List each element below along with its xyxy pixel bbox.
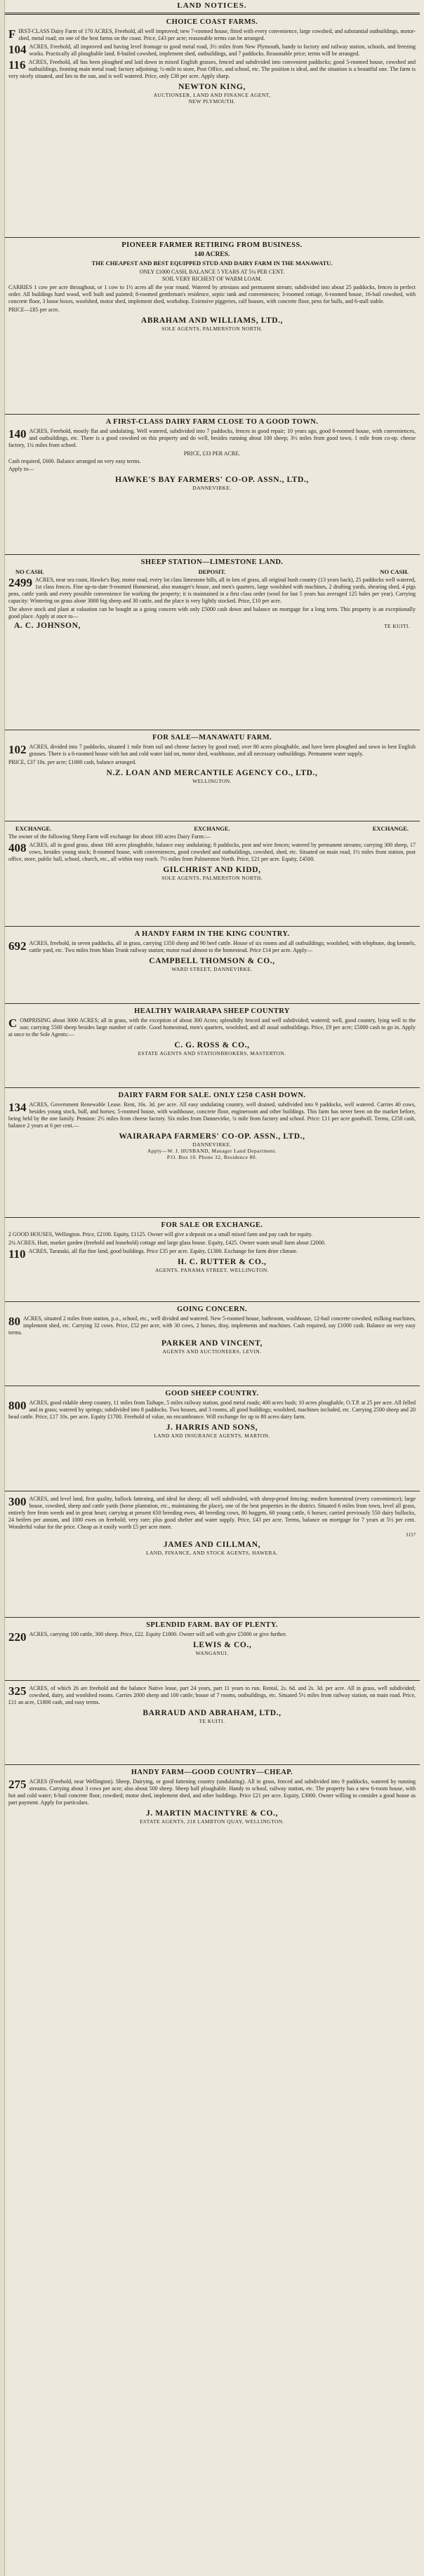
agent-description: AGENTS AND AUCTIONEERS, LEVIN. bbox=[162, 1348, 262, 1355]
ad-headline: THE CHEAPEST AND BEST EQUIPPED STUD AND DAIRY FARM IN THE MANAWATU. bbox=[91, 260, 333, 267]
listing-text: ACRES, Taranaki, all flat fine land, good buildings. Price £35 per acre. Equity, £1300. Exchange for farm drier climate. bbox=[28, 1248, 298, 1254]
ad-reference-number: 3157 bbox=[406, 1532, 416, 1538]
listing-300-acres bbox=[8, 1496, 416, 1531]
listing-3000-acres bbox=[8, 1017, 416, 1038]
listing-body: CARRIES 1 cow per acre throughout, or 1 cow to 1½ acres all the year round. Watered by artesians and permanent stream; subdivided into about 25 paddocks, fences in perfect order. All buildings hard wood, well built and painted; 8-roomed gentleman's residence, septic tank and conveniences; 3-roomed cottage, 6-roomed house, 16-bail cowshed, with concrete floor, 3 loose boxes, woolshed, motor shed, implement shed, workshop. Extensive piggeries, calf houses, with concrete floor, pens for bulls, and 6-stall stable. bbox=[8, 284, 416, 304]
listing-lead: 300 bbox=[8, 1495, 27, 1508]
banner-middle: EXCHANGE. bbox=[194, 825, 230, 832]
listing-140-acres bbox=[8, 428, 416, 449]
listing-102-acres bbox=[8, 744, 416, 758]
ad-bay-of-plenty bbox=[4, 1618, 420, 1681]
listing-text: ACRES, all in good grass, about 160 acres ploughable, balance easy undulating; 8 paddocks, post and wire fences; watered by permanent streams; carrying 300 sheep, 17 cows, besides young stock; 8-roomed house, with conveniences, good cowshed and outbuildings, cowshed, shed, etc. Situated on main road, 1½ miles from station, post office, store, public hall, school, church, etc., all within easy reach. 7½ miles from Palmerston North. Price, £21 per acre. Equity, £4500. bbox=[8, 842, 416, 862]
agent-name: GILCHRIST AND KIDD, bbox=[163, 866, 261, 874]
ad-heading: GOOD SHEEP COUNTRY. bbox=[165, 1390, 259, 1397]
ad-manawatu-farm bbox=[4, 730, 420, 821]
ad-going-concern bbox=[4, 1302, 420, 1386]
listing-lead: 800 bbox=[8, 1399, 27, 1412]
listing-80-acres bbox=[8, 1315, 416, 1336]
agent-name: NEWTON KING, bbox=[178, 83, 246, 91]
listing-text: ACRES, Freehold, mostly flat and undulating. Well watered, subdivided into 7 paddocks, fences in good repair; 10 years ago, good 6-roomed house, with conveniences, and outbuildings, etc. There is a good cowshed on this property and do well, besides running about 100 sheep; 3½ miles from good town, 1 mile from co-op. cheese factory, 1¼ miles from school. bbox=[8, 428, 416, 448]
ad-acreage: 140 ACRES. bbox=[194, 251, 230, 258]
ad-heading: HANDY FARM—GOOD COUNTRY—CHEAP. bbox=[131, 1769, 293, 1776]
ad-heading: DAIRY FARM FOR SALE. ONLY £250 CASH DOWN. bbox=[118, 1092, 306, 1099]
listing-text: OMPRISING about 3000 ACRES; all in grass, with the exception of about 300 Acres; splendidly fenced and well subdivided; watered; well, good country, lying well to the sun; carrying 5500 sheep besides large number of cattle. Good homestead, men's quarters, woolshed, and all usual outbuildings. Price, £9 per acre; £5000 cash to go in. Apply at once to the Sole Agents:— bbox=[8, 1017, 416, 1038]
banner-right: EXCHANGE. bbox=[372, 825, 409, 832]
ad-heading: A HANDY FARM IN THE KING COUNTRY. bbox=[134, 930, 290, 938]
agent-name: J. HARRIS AND SONS, bbox=[166, 1423, 258, 1432]
listing-lead: 692 bbox=[8, 939, 27, 953]
ad-dairy-farm-close-to-town bbox=[4, 415, 420, 555]
column-heading: LAND NOTICES. bbox=[4, 0, 420, 15]
agent-description: LAND AND INSURANCE AGENTS, MARTON. bbox=[154, 1433, 270, 1439]
listing-134-acres bbox=[8, 1101, 416, 1129]
ad-dairy-farm-250-cash bbox=[4, 1088, 420, 1218]
listing-408-acres bbox=[8, 842, 416, 863]
agent-town: TE KUITI. bbox=[199, 1718, 225, 1724]
agent-name: BARRAUD AND ABRAHAM, LTD., bbox=[143, 1709, 281, 1717]
listing-text: ACRES, near sea coast, Hawke's Bay, motor road, every lot class limestone hills, all in lots of grass, all original bush country (13 years back), 25 paddocks well watered, 1st class fences. Fine up-to-date 9-roomed Homestead, also manager's house, and men's quarters, large woolshed with machines, 2 drafting yards, shearing shed, 4 pigs pens, cattle yards and every possible convenience for working the property; it is maintained in a first class order (wool for last 5 years has averaged 125 bales per year). Carrying capacity: Wintering on grass alone 3000 big sheep and 30 cattle, and the place is very lightly stocked. Price, £10 per acre. bbox=[8, 577, 416, 604]
agent-description: AUCTIONEER, LAND AND FINANCE AGENT, bbox=[153, 92, 271, 98]
listing-104-acres bbox=[8, 43, 416, 58]
listing-lead: 110 bbox=[8, 1247, 26, 1261]
listing-220-acres bbox=[8, 1630, 416, 1644]
listing-houses: 2 GOOD HOUSES, Wellington. Price, £2100. Equity, £1125. Owner will give a deposit on a small mixed farm and pay cash for equity. bbox=[8, 1231, 313, 1237]
agent-name: N.Z. LOAN AND MERCANTILE AGENCY CO., LTD., bbox=[106, 769, 318, 777]
ad-sale-or-exchange bbox=[4, 1218, 420, 1302]
listing-275-acres bbox=[8, 1778, 416, 1806]
agent-name: H. C. RUTTER & CO., bbox=[178, 1258, 267, 1266]
listing-lead: 408 bbox=[8, 841, 27, 854]
agent-description: LAND, FINANCE, AND STOCK AGENTS, HAWERA. bbox=[146, 1550, 278, 1556]
listing-price: PRICE, £33 PER ACRE. bbox=[183, 450, 241, 457]
apply-note: Apply—W. J. HUSBAND, Manager Land Department. bbox=[147, 1148, 277, 1154]
ad-king-country-farm bbox=[4, 927, 420, 1004]
ad-choice-coast-farms bbox=[4, 15, 420, 238]
agent-town: WANGANUI. bbox=[195, 1650, 229, 1656]
agent-name: CAMPBELL THOMSON & CO., bbox=[149, 957, 275, 965]
listing-116-acres bbox=[8, 59, 416, 80]
agent-town: NEW PLYMOUTH. bbox=[188, 98, 236, 105]
torn-margin bbox=[0, 0, 5, 2576]
ad-wairarapa-sheep-country bbox=[4, 1004, 420, 1088]
listing-text: ACRES, divided into 7 paddocks, situated 1 mile from rail and cheese factory by good road; over 80 acres ploughable, and have been ploughed and sown in best English grasses. There is a 6-roomed house with hot and cold water laid on, motor shed, washhouse, and all necessary outbuildings. Permanent water supply. bbox=[29, 744, 416, 757]
apply-note: Apply to— bbox=[8, 466, 34, 472]
listing-intro: The owner of the following Sheep Farm will exchange for about 100 acres Dairy Farm:— bbox=[8, 833, 211, 840]
listing-price: PRICE, £37 10s. per acre; £1000 cash, balance arranged. bbox=[8, 759, 137, 765]
listing-lead: 104 bbox=[8, 43, 27, 56]
listing-lead: 275 bbox=[8, 1778, 27, 1791]
listing-lead: F bbox=[8, 27, 16, 41]
ad-sheep-station bbox=[4, 555, 420, 730]
listing-lead: C bbox=[8, 1017, 18, 1030]
agent-name: J. MARTIN MACINTYRE & CO., bbox=[145, 1809, 278, 1818]
agent-address: AGENTS, PANAMA STREET, WELLINGTON. bbox=[154, 1267, 270, 1273]
listing-lead: 325 bbox=[8, 1684, 27, 1698]
listing-text: ACRES, of which 26 are freehold and the balance Native lease, part 24 years, part 11 years to run. Rental, 2s. 6d. and 2s. 3d. per acre. All in grass, well subdivided; cowshed, dairy, and woolshed rooms. Carries 2000 sheep and 100 cattle; house of 7 rooms, outbuildings, etc. Situated 5½ miles from railway station, on main road. Price, £11 an acre, £1800 cash, and easy terms. bbox=[8, 1685, 416, 1705]
agent-name: WAIRARAPA FARMERS' CO-OP. ASSN., LTD., bbox=[119, 1132, 305, 1141]
ad-heading: SHEEP STATION—LIMESTONE LAND. bbox=[140, 558, 284, 566]
listing-800-acres bbox=[8, 1400, 416, 1421]
ad-te-kuiti-lease bbox=[4, 1681, 420, 1765]
listing-text: ACRES, freehold, in seven paddocks, all in grass, carrying 1350 sheep and 90 beef cattle. House of six rooms and all outbuildings; woolshed, with telephone, dog kennels, cattle yard, etc. Two miles from Main Trunk railway station; motor road almost to the homestead. Price £14 per acre. Apply— bbox=[29, 940, 416, 953]
listing-text: IRST-CLASS Dairy Farm of 170 ACRES, Freehold, all well improved; new 7-roomed house, fitted with every convenience, large cowshed, and substantial outbuildings, motor-shed, metal road; on one of the best farms on the coast. Price, £43 per acre; reasonable terms can be arranged. bbox=[18, 28, 416, 41]
listing-lead: 134 bbox=[8, 1101, 27, 1114]
agent-name: ABRAHAM AND WILLIAMS, LTD., bbox=[140, 316, 284, 325]
listing-text: ACRES, carrying 100 cattle, 300 sheep. Price, £22. Equity £1800. Owner will sell with give £5000 or give further. bbox=[29, 1631, 287, 1637]
agent-town: DANNEVIRKE. bbox=[192, 485, 232, 491]
banner-row bbox=[15, 825, 409, 832]
agent-town: WELLINGTON. bbox=[192, 778, 232, 784]
banner-right: NO CASH. bbox=[380, 568, 409, 575]
cash-terms: Cash required, £600. Balance arranged on very easy terms. bbox=[8, 458, 141, 464]
listing-text: ACRES, Freehold, all improved and having level frontage to good metal road, 3½ miles from New Plymouth, handy to factory and railway station, schools, and freezing works. Practically all ploughable land. 8-bailed cowshed, implement shed, outbuildings, and 7 paddocks. Reasonable price; terms will be arranged. bbox=[29, 43, 416, 57]
agent-description: ESTATE AGENTS AND STATIONBROKERS, MASTERTON. bbox=[138, 1050, 286, 1056]
listing-lead: 2499 bbox=[8, 576, 32, 589]
ad-heading: HEALTHY WAIRARAPA SHEEP COUNTRY bbox=[134, 1007, 290, 1015]
listing-text: ACRES, good ridable sheep country, 11 miles from Taihape, 5 miles railway station, good metal roads; 400 acres bush; 10 acres ploughable, O.T.P. at 25 per acre. All felled and in grass; watered by springs; subdivided into 8 paddocks. Two houses, and 3 rooms, all good buildings; woolshed, machines included, etc. Carrying 2500 sheep and 20 head cattle. Price, £17 10s. per acre. Equity £1700. Freehold of value, no encumbrance. Will exchange for up to 80 acres dairy farm. bbox=[8, 1400, 416, 1420]
agent-name: HAWKE'S BAY FARMERS' CO-OP. ASSN., LTD., bbox=[115, 476, 309, 484]
ad-heading: A FIRST-CLASS DAIRY FARM CLOSE TO A GOOD TOWN. bbox=[105, 418, 319, 426]
agent-description: SOLE AGENTS, PALMERSTON NORTH. bbox=[161, 326, 263, 332]
ad-exchange-sheep-farm bbox=[4, 821, 420, 927]
listing-text: ACRES, situated 2 miles from station, p.o., school, etc., well divided and watered. New 5-roomed house, bathroom, washhouse, 12-bail concrete cowshed, milking machines, implement shed, etc. Carrying 32 cows. Price, £52 per acre, with 30 cows, 2 horses, dray, implements and machines. Cash required, say £1000 cash. Balance on very easy terms. bbox=[8, 1315, 416, 1336]
banner-left: NO CASH. bbox=[15, 568, 44, 575]
ad-heading: FOR SALE—MANAWATU FARM. bbox=[152, 734, 272, 742]
banner-left: EXCHANGE. bbox=[15, 825, 52, 832]
ad-heading: SPLENDID FARM. BAY OF PLENTY. bbox=[146, 1621, 278, 1629]
listing-lead: 102 bbox=[8, 743, 27, 756]
contact-box: P.O. Box 10. Phone 32, Residence 80. bbox=[166, 1154, 258, 1160]
ad-hawera-bullock-farm bbox=[4, 1491, 420, 1618]
agent-row bbox=[14, 622, 410, 630]
listing-325-acres bbox=[8, 1685, 416, 1706]
listing-extra: The above stock and plant at valuation can be bought as a going concern with only £5000 cash down and balance on mortgage for a long term. This property is an exceptionally good place. Apply at once to— bbox=[8, 606, 416, 619]
listing-2499-acres bbox=[8, 577, 416, 605]
listing-lead: 140 bbox=[8, 427, 27, 441]
listing-170-acres bbox=[8, 28, 416, 42]
listing-lead: 80 bbox=[8, 1315, 20, 1328]
listing-price: PRICE—£85 per acre. bbox=[8, 307, 60, 313]
agent-address: WARD STREET, DANNEVIRKE. bbox=[171, 966, 253, 972]
listing-text: ACRES, Freehold, all has been ploughed and laid down in mixed English grasses, fenced and subdivided into convenient paddocks; good 5-roomed house, cowshed and outbuildings, fronting main metal road; factory adjoining; ½-mile to store, Post Office, and school, etc. The position is ideal, and the situation is a beautiful one. The farm is very nicely situated, and lies to the sun, and is well watered. Price, only £38 per acre. Apply sharp. bbox=[8, 59, 416, 79]
soil-note: SOIL VERY RICHEST OF WARM LOAM. bbox=[161, 276, 263, 282]
cash-terms: ONLY £1000 CASH, BALANCE 5 YEARS AT 5¼ PER CENT. bbox=[139, 269, 285, 275]
ad-good-sheep-country bbox=[4, 1386, 420, 1491]
ad-heading: FOR SALE OR EXCHANGE. bbox=[161, 1221, 263, 1229]
ad-pioneer-farmer bbox=[4, 238, 420, 415]
agent-name: A. C. JOHNSON, bbox=[14, 622, 81, 630]
agent-name: C. G. ROSS & CO., bbox=[174, 1041, 250, 1049]
ad-heading: GOING CONCERN. bbox=[176, 1306, 248, 1313]
listing-110-acres bbox=[8, 1247, 416, 1261]
agent-address: ESTATE AGENTS, 218 LAMBTON QUAY, WELLINGTON. bbox=[140, 1818, 284, 1825]
agent-town: DANNEVIRKE. bbox=[192, 1141, 232, 1148]
ad-heading: CHOICE COAST FARMS. bbox=[166, 18, 258, 26]
listing-text: ACRES, Government Renewable Lease. Rent, 16s. 3d. per acre. All easy undulating country, well drained, subdivided into 9 paddocks, well watered. Carries 40 cows, besides young stock, bull, and horses; 5-roomed house, with washhouse, concrete floor, engineroom and other buildings. This farm has never been on the market before, being held by the one family. Pension: 2½ miles from cheese factory. Six miles from Dannevirke, ¼ mile from factory and school. Price: £11 per acre goodwill. Terms, £250 cash, balance 2 years at 6 per cent.— bbox=[8, 1101, 416, 1129]
listing-lead: 116 bbox=[8, 58, 26, 72]
agent-name: JAMES AND CILLMAN, bbox=[163, 1541, 261, 1549]
agent-name: LEWIS & CO., bbox=[193, 1641, 252, 1649]
agent-description: SOLE AGENTS, PALMERSTON NORTH. bbox=[161, 875, 263, 881]
agent-name: PARKER AND VINCENT, bbox=[161, 1339, 263, 1348]
listing-692-acres bbox=[8, 940, 416, 954]
listing-lead: 220 bbox=[8, 1630, 27, 1644]
listing-text: ACRES, and level land, first quality, bullock fattening, and ideal for sheep; all well subdivided, with sheep-proof fencing: modern homestead (every convenience); large house, cowshed, sheep and cattle yards (horse plantation, etc., maintaining the place), one of the best properties in the district. Situated 6 miles from town, level all grass, entirely free from weeds and in great heart; carrying at present 650 breeding ewes, 40 breeding cows, 80 hoggets, 60 young cattle, 6 horses; carried previously 550 dairy bullocks, 24 heifers per annum, and 1000 ewes on freehold; very rare; plus good shelter and water supply. Price, £43 per acre. Terms, balance on mortgage for 7 years at 5½ per cent. Wonderful value for the price. Cheap as it easily worth £5 per acre more. bbox=[8, 1496, 416, 1530]
listing-hutt: 2¼ ACRES, Hutt, market garden (freehold and leasehold) cottage and large glass house. Equity, £425. Owner wants small farm about £2000. bbox=[8, 1240, 326, 1246]
ad-heading: PIONEER FARMER RETIRING FROM BUSINESS. bbox=[121, 241, 303, 249]
listing-text: ACRES (Freehold, near Wellington). Sheep, Dairying, or good fattening country (undulating). All in grass, fenced and subdivided into 9 paddocks, watered by running streams. Carrying about 3 cows per acre; also about 500 sheep. Sheep half ploughable. Handy to school, railway station, etc. The property has a new 6-room house, with hot and cold water; 6-bail concrete floor, cowshed; motor shed, implement shed, and other buildings. Price £21 per acre. Equity, £3000. Owner willing to consider a good house as part payment. Apply for particulars. bbox=[8, 1778, 416, 1806]
ad-handy-farm bbox=[4, 1765, 420, 1877]
banner-row bbox=[15, 568, 409, 575]
agent-town: TE KUITI. bbox=[384, 622, 410, 629]
banner-middle: DEPOSIT. bbox=[198, 568, 226, 575]
